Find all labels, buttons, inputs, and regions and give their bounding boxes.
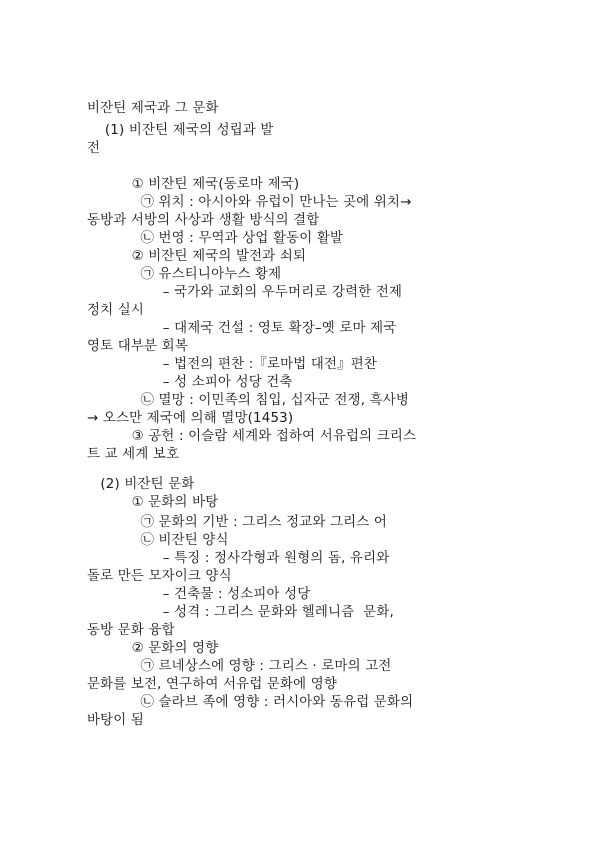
text-line: ㉡ 멸망 : 이민족의 침입, 십자군 전쟁, 흑사병 <box>87 393 410 408</box>
text-line: – 국가와 교회의 우두머리로 강력한 전제 <box>87 285 403 300</box>
text-line: – 법전의 편찬 :『로마법 대전』편찬 <box>87 357 377 372</box>
text-line: 트 교 세계 보호 <box>87 447 180 462</box>
text-line: – 성 소피아 성당 건축 <box>87 375 293 390</box>
section-heading-1: (1) 비잔틴 제국의 성립과 발 <box>87 123 274 138</box>
text-line: 동방과 서방의 사상과 생활 방식의 결합 <box>87 213 320 228</box>
text-line: 영토 대부분 회복 <box>87 339 188 354</box>
section-heading-2: (2) 비잔틴 문화 <box>87 477 195 492</box>
text-line: 돌로 만든 모자이크 양식 <box>87 569 232 584</box>
text-line: ㉡ 비잔틴 양식 <box>87 533 229 548</box>
text-line: ㉠ 르네상스에 영향 : 그리스 · 로마의 고전 <box>87 659 392 674</box>
text-line: – 특징 : 정사각형과 원형의 돔, 유리와 <box>87 551 390 566</box>
text-line: ㉠ 위치 : 아시아와 유럽이 만나는 곳에 위치→ <box>87 195 412 210</box>
document-title: 비잔틴 제국과 그 문화 <box>87 101 219 116</box>
text-line: ② 비잔틴 제국의 발전과 쇠퇴 <box>87 249 307 264</box>
text-line: 정치 실시 <box>87 303 144 318</box>
text-line: 바탕이 됨 <box>87 713 144 728</box>
text-line: ① 문화의 바탕 <box>87 495 219 510</box>
text-line: – 성격 : 그리스 문화와 헬레니즘 문화, <box>87 605 394 620</box>
text-line: → 오스만 제국에 의해 멸망(1453) <box>87 411 294 426</box>
text-line: 문화를 보전, 연구하여 서유럽 문화에 영향 <box>87 677 338 692</box>
text-line: ㉠ 문화의 기반 : 그리스 정교와 그리스 어 <box>87 515 388 530</box>
text-line: ㉡ 번영 : 무역과 상업 활동이 활발 <box>87 231 344 246</box>
text-line: – 건축물 : 성소피아 성당 <box>87 587 311 602</box>
text-line: ③ 공헌 : 이슬람 세계와 접하여 서유럽의 크리스 <box>87 429 417 444</box>
text-line: ① 비잔틴 제국(동로마 제국) <box>87 177 300 192</box>
text-line: ㉠ 유스티니아누스 황제 <box>87 267 282 282</box>
text-line: ㉡ 슬라브 족에 영향 : 러시아와 동유럽 문화의 <box>87 695 414 710</box>
text-line: 전 <box>87 141 101 156</box>
text-line: ② 문화의 영향 <box>87 641 219 656</box>
text-line: – 대제국 건설 : 영토 확장–옛 로마 제국 <box>87 321 397 336</box>
text-line: 동방 문화 융합 <box>87 623 175 638</box>
